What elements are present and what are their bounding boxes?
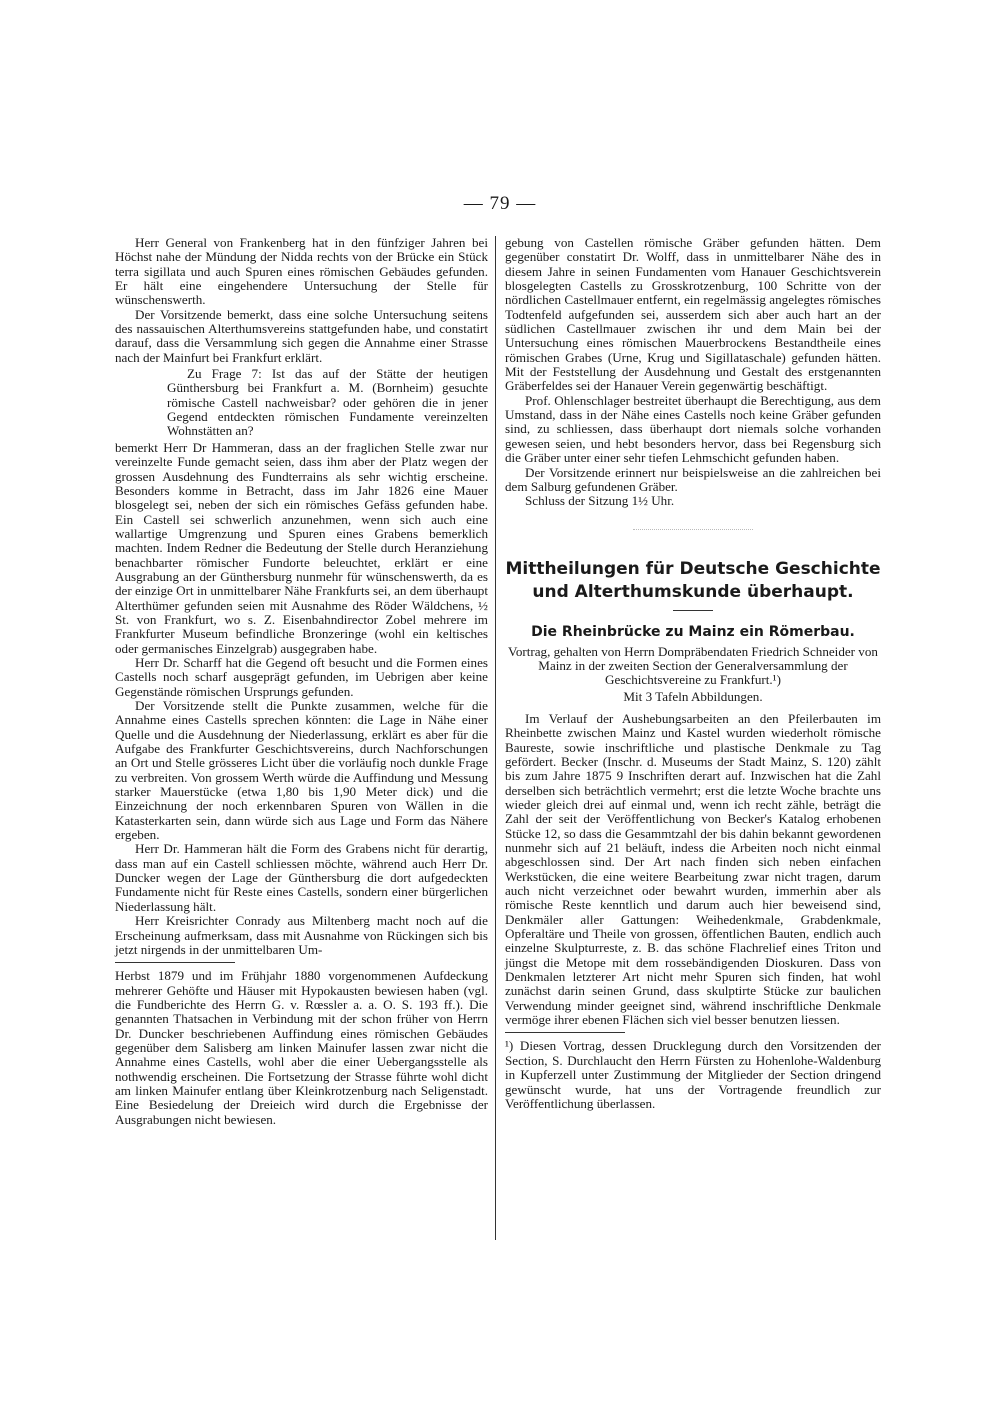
page-number: — 79 — bbox=[463, 193, 537, 214]
footnote: Herbst 1879 und im Frühjahr 1880 vorgenommenen Aufdeckung mehrerer Gehöfte und Häuser mit Hypokausten bewiesen haben (vgl. die Fundberichte des Herrn G. v. Rœssler a. a. O. S. 193 ff.). Die genannten Thatsachen in Verbindung mit der schon früher von Herrn Dr. Duncker beschriebenen Auffindung eines römischen Gebäudes gegenüber dem Salisberg am linken Mainufer lassen zwar nicht die Annahme eines Castells, wohl aber die einer Uebergangsstelle als nothwendig erscheinen. Die Fortsetzung der Strasse führte wohl dicht am linken Mainufer entlang über Kleinkrotzenburg nach Seligenstadt. Eine Besiedelung der Dreieich wird durch die Ergebnisse der Ausgrabungen nicht bewiesen. bbox=[115, 968, 488, 1127]
footnote-divider bbox=[115, 962, 235, 963]
left-column bbox=[115, 236, 488, 1127]
right-column bbox=[505, 236, 881, 1111]
paragraph: Der Vorsitzende erinnert nur beispielsweise an die zahlreichen bei dem Salburg gefundenen Gräber. bbox=[505, 464, 881, 494]
paragraph: Herr Dr. Hammeran hält die Form des Grabens nicht für derartig, dass man auf ein Castell schliessen möchte, während auch Herr Dr. Duncker wegen der Lage der Günthersburg die dort aufgedeckten Fundamente nicht für Reste eines Castells, sondern einer bürgerlichen Niederlassung hält. bbox=[115, 841, 488, 914]
column-divider bbox=[495, 236, 496, 1240]
paragraph: Im Verlauf der Aushebungsarbeiten an den Pfeilerbauten im Rheinbette zwischen Mainz und Kastel wurden wiederholt römische Baureste, sowie inschriftliche und plastische Denkmale zu Tag gefördert. Becker (Inschr. d. Museums der Stadt Mainz, S. 120) zählt bis zum Jahre 1875 9 Inschriften derart auf. Inzwischen hat die Zahl derselben sich beträchtlich vermehrt; erst die letzte Woche brachte uns wieder gleich drei auf einmal und, wenn ich recht zähle, beträgt die Zahl der seit der Veröffentlichung von Becker's Katalog erhobenen Stücke 12, so dass die Gesammtzahl der bis dahin bekannt gewordenen nunmehr sich auf 21 beläuft, indess die Arbeiten noch nicht einmal abgeschlossen sind. Der Art nach finden sich neben einfachen Werkstücken, die eine weitere Bearbeitung zwar nicht tragen, darum auch nicht verzeichnet oder bewahrt wurden, immerhin aber als römische Reste kenntlich und darum auch hier beweisend sind, Denkmäler aller Gattungen: Weihedenkmale, Grabdenkmale, Opferaltäre und Theile von grossen, öffentlichen Bauten, endlich auch einzelne Skulpturreste, z. B. das schöne Flachrelief eines Triton und jüngst die Metope mit dem rossebändigenden Dioskuren. Dass von Denkmalen letzterer Art nicht mehr Spuren sich finden, hat wohl zunächst darin seinen Grund, dass skulptirte Stücke zur baulichen Verwendung minder geeignet sind, während inschriftliche Denkmale vermöge ihrer ebenen Flächen sich viel besser benutzen liessen. bbox=[505, 710, 881, 1028]
agenda-question: Zu Frage 7: Ist das auf der Stätte der heutigen Günthersburg bei Frankfurt a. M. (Bornheim) gesuchte römische Castell nachweisbar? oder gehören die in jener Gegend entdeckten römischen Fundamente vereinzelten Wohnstätten an? bbox=[167, 366, 488, 439]
paragraph: Herr Dr. Scharff hat die Gegend oft besucht und die Formen eines Castells noch scharf ausgeprägt gefunden, im Uebrigen aber keine Gegenstände römischen Ursprungs gefunden. bbox=[115, 654, 488, 699]
paragraph: Der Vorsitzende stellt die Punkte zusammen, welche für die Annahme eines Castells sprechen könnten: die Lage in Nähe einer Quelle und die Ausdehnung der Niederlassung, erklärt es aber für die Aufgabe des Frankfurter Geschichtsvereins, durch Nachforschungen an Ort und Stelle grösseres Licht über die vorläufig noch dunkle Frage zu verbreiten. Von grossem Werth würde die Auffindung und Messung starker Mauerstücke (etwa 1,80 bis 1,90 Meter dick) und die Einzeichnung der noch erkennbaren Spuren von Wällen in die Katasterkarten sein, dann würde sich aus Lage und Form das Nähere ergeben. bbox=[115, 698, 488, 843]
section-heading bbox=[505, 558, 881, 604]
paragraph: Prof. Ohlenschlager bestreitet überhaupt die Berechtigung, aus dem Umstand, dass in der Nähe eines Castells noch keine Gräber gefunden sind, zu schliessen, dass überhaupt dort niemals solche vorhanden gewesen seien, und hebt besonders hervor, dass bei Regensburg sich die Gräber unter einer sehr tiefen Lehmschicht gefunden haben. bbox=[505, 392, 881, 466]
session-closing: Schluss der Sitzung 1½ Uhr. bbox=[525, 493, 675, 509]
article-title: Die Rheinbrücke zu Mainz ein Römerbau. bbox=[531, 623, 855, 640]
paragraph: Herr General von Frankenberg hat in den fünfziger Jahren bei Höchst nahe der Mündung der Nidda rechts von der Brücke ein Stück terra sigillata und auch Spuren eines römischen Gebäudes gefunden. Er hält eine eingehendere Untersuchung der Stelle für wünschenswerth. bbox=[115, 235, 488, 308]
section-ornament bbox=[633, 529, 753, 544]
footnote: ¹) Diesen Vortrag, dessen Drucklegung durch den Vorsitzenden der Section, S. Durchlaucht den Herrn Fürsten zu Hohenlohe-Waldenburg in Kupferzell unter Zustimmung der Mitglieder der Section dringend gewünscht wurde, hat uns der Vortragende freundlich zur Veröffentlichung überlassen. bbox=[505, 1038, 881, 1111]
section-heading-line: und Alterthumskunde überhaupt. bbox=[532, 581, 854, 602]
article-byline: Vortrag, gehalten von Herrn Dompräbendaten Friedrich Schneider von Mainz in der zweiten Section der Generalversammlung der Geschichtsvereine zu Frankfurt.¹) bbox=[508, 643, 878, 688]
paragraph: gebung von Castellen römische Gräber gefunden hätten. Dem gegenüber constatirt Dr. Wolff, dass in unmittelbarer Nähe des in diesem Jahre in seinen Fundamenten vom Hanauer Geschichtsverein blosgelegten Castells zu Grosskrotzenburg, 100 Schritte von der nördlichen Castellmauer entfernt, ein regelmässig angelegtes römisches Todtenfeld aufgefunden sei, ausserdem sich aber auch hart an der südlichen Castellmauer zwischen ihr und dem Main bei der Untersuchung eines römischen Mauerbrockens Bestandtheile eines römischen Grabes (Urne, Krug und Sigillataschale) gefunden hätten. Mit der Feststellung der Ausdehnung und Gestalt des erstgenannten Gräberfeldes sei der Hanauer Verein gegenwärtig beschäftigt. bbox=[505, 235, 881, 394]
plates-note: Mit 3 Tafeln Abbildungen. bbox=[623, 688, 763, 704]
paragraph: Herr Kreisrichter Conrady aus Miltenberg macht noch auf die Erscheinung aufmerksam, dass mit Ausnahme von Rückingen sich bis jetzt nirgends in der unmittelbaren Um- bbox=[115, 913, 488, 957]
paragraph: bemerkt Herr Dr Hammeran, dass an der fraglichen Stelle zwar nur vereinzelte Funde gemacht seien, dass ihm aber der Platz wegen der grossen Ausdehnung des Fundterrains als sehr wichtig erscheine. Besonders komme in Betracht, dass im Jahr 1826 eine Mauer blosgelegt sei, neben der sich ein römisches Gefäss gefunden habe. Ein Castell sei schwerlich anzunehmen, wenn sich auch eine wallartige Umgrenzung und Spuren eines Grabens bemerklich machten. Indem Redner die Bedeutung der Stelle durch Heranziehung benachbarter römischer Fundorte beleuchtet, erklärt er eine Ausgrabung an der Günthersburg nunmehr für wünschenswerth, da es der einzige Ort in unmittelbarer Nähe Frankfurts sei, an dem überhaupt Alterthümer gefunden seien mit Ausnahme des Röder Wäldchens, ½ St. von Frankfurt, wo s. Z. Eisenbahndirector Zobel mehrere im Frankfurter Museum befindliche Bronzeringe (wohl ein keltisches oder germanisches Einzelgrab) ausgegraben habe. bbox=[115, 439, 488, 656]
paragraph: Der Vorsitzende bemerkt, dass eine solche Untersuchung seitens des nassauischen Alterthumsvereins stattgefunden habe, und constatirt darauf, dass die Versammlung sich gegen die Annahme einer Strasse nach der Mainfurt bei Frankfurt erklärt. bbox=[115, 306, 488, 365]
footnote-divider bbox=[505, 1032, 625, 1033]
section-heading-line: Mittheilungen für Deutsche Geschichte bbox=[505, 558, 881, 579]
heading-divider bbox=[673, 610, 713, 611]
